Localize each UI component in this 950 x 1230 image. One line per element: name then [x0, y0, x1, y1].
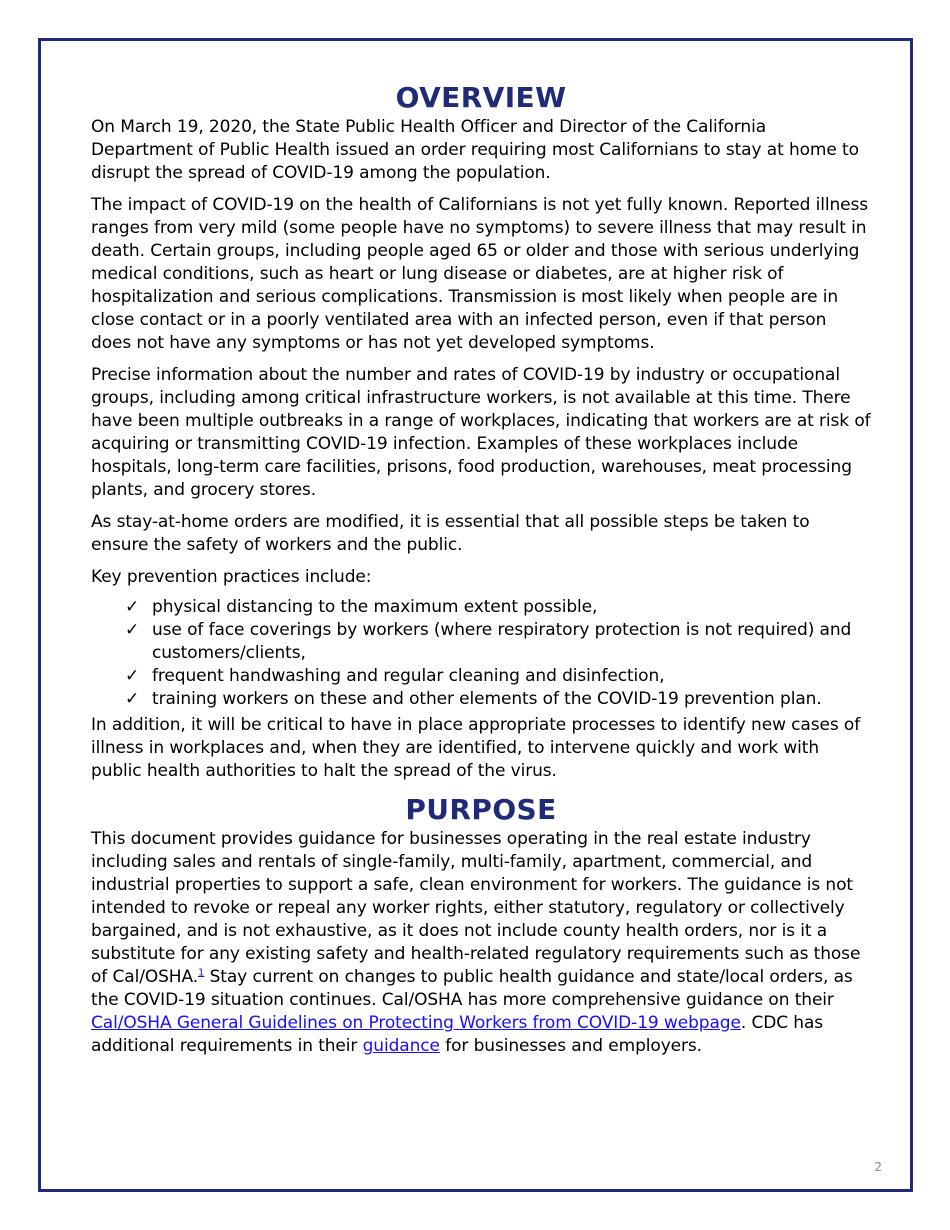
prevention-practices-list: [91, 596, 871, 711]
checkmark-icon: ✓: [125, 689, 140, 709]
purpose-paragraph: This document provides guidance for businesses operating in the real estate industry including sales and rentals of single-family, multi-family, apartment, commercial, and industrial properties to support a safe, clean environment for workers. The guidance is not intended to revoke or repeal any worker rights, either statutory, regulatory or collectively bargained, and is not exhaustive, as it does not include county health orders, nor is it a substitute for any existing safety and health-related regulatory requirements such as those of Cal/OSHA.$^1$ Stay current on changes to public health guidance and state/local orders, as the COVID-19 situation continues. Cal/OSHA has more comprehensive guidance on their Cal/OSHA General Guidelines on Protecting Workers from COVID-19 webpage. CDC has additional requirements in their guidance for businesses and employers.: [91, 829, 861, 1056]
overview-paragraph-3: Precise information about the number and rates of COVID-19 by industry or occupational groups, including among critical infrastructure workers, is not available at this time. There have been multiple outbreaks in a range of workplaces, indicating that workers are at risk of acquiring or transmitting COVID-19 infection. Examples of these workplaces include hospitals, long-term care facilities, prisons, food production, warehouses, meat processing plants, and grocery stores.: [91, 365, 871, 500]
cdc-guidance-link[interactable]: guidance: [362, 1036, 440, 1056]
list-item: ✓ physical distancing to the maximum extent possible,: [125, 597, 598, 617]
overview-heading: OVERVIEW: [395, 81, 567, 114]
list-item: ✓ frequent handwashing and regular cleaning and disinfection,: [125, 666, 665, 686]
practices-intro: Key prevention practices include:: [91, 567, 372, 587]
overview-paragraph-2: The impact of COVID-19 on the health of Californians is not yet fully known. Reported illness ranges from very mild (some people have no symptoms) to severe illness that may result in death. Certain groups, including people aged 65 or older and those with serious underlying medical conditions, such as heart or lung disease or diabetes, are at higher risk of hospitalization and serious complications. Transmission is most likely when people are in close contact or in a poorly ventilated area with an infected person, even if that person does not have any symptoms or has not yet developed symptoms.: [91, 195, 869, 353]
list-item: ✓ use of face coverings by workers (where respiratory protection is not required) and customers/clients,: [125, 620, 852, 663]
checkmark-icon: ✓: [125, 620, 140, 640]
overview-paragraph-4: As stay-at-home orders are modified, it is essential that all possible steps be taken to ensure the safety of workers and the public.: [91, 512, 810, 555]
document-body: [91, 80, 871, 1067]
page-number: 2: [874, 1160, 882, 1174]
list-item: ✓ training workers on these and other elements of the COVID-19 prevention plan.: [125, 689, 822, 709]
calosha-guidelines-link[interactable]: Cal/OSHA General Guidelines on Protecting Workers from COVID-19 webpage: [91, 1013, 741, 1033]
footnote-link[interactable]: 1: [198, 967, 205, 979]
purpose-heading: PURPOSE: [405, 793, 557, 826]
checkmark-icon: ✓: [125, 597, 140, 617]
overview-paragraph-5: In addition, it will be critical to have in place appropriate processes to identify new cases of illness in workplaces and, when they are identified, to intervene quickly and work with public health authorities to halt the spread of the virus.: [91, 715, 861, 781]
overview-paragraph-1: On March 19, 2020, the State Public Health Officer and Director of the California Department of Public Health issued an order requiring most Californians to stay at home to disrupt the spread of COVID-19 among the population.: [91, 117, 859, 183]
checkmark-icon: ✓: [125, 666, 140, 686]
